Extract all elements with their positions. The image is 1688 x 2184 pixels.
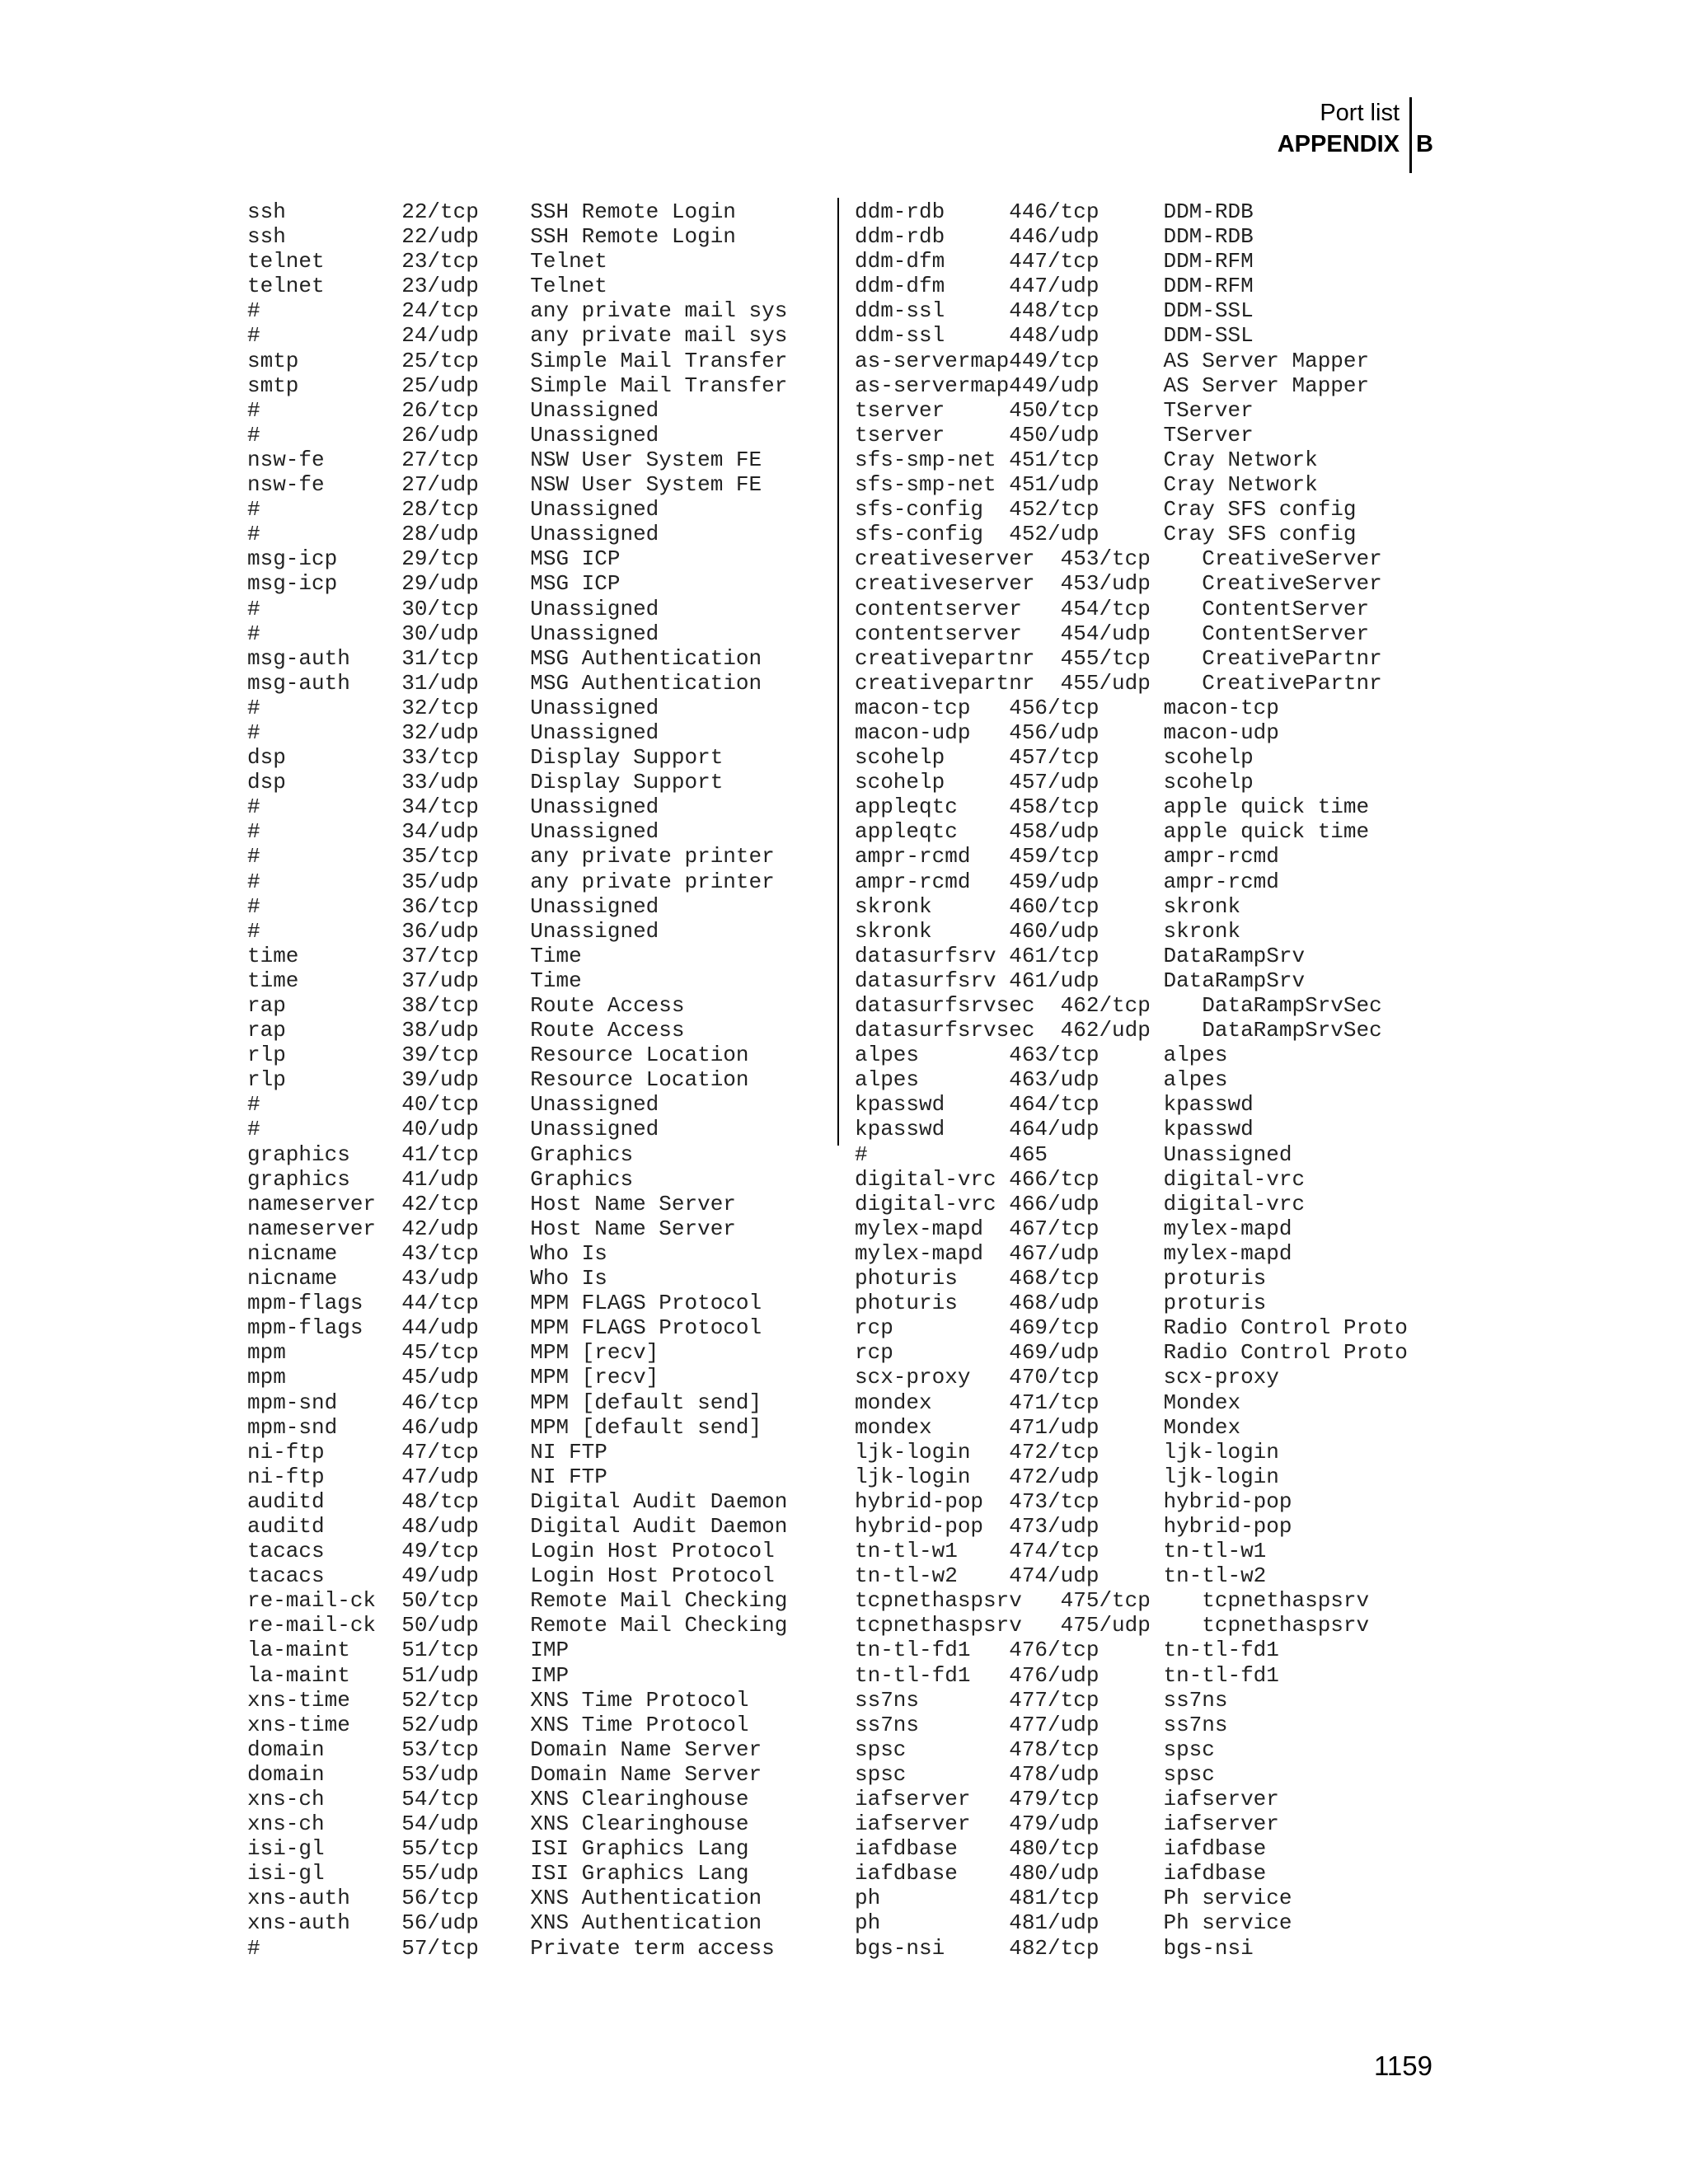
port-entry: rcp 469/udp Radio Control Proto — [855, 1340, 1408, 1366]
port-entry: creativepartnr 455/tcp CreativePartnr — [855, 645, 1382, 671]
page-number: 1159 — [1374, 2050, 1432, 2081]
port-entry: xns-auth 56/udp XNS Authentication — [247, 1910, 762, 1936]
port-entry: ampr-rcmd 459/tcp ampr-rcmd — [855, 844, 1279, 869]
port-entry: # 32/tcp Unassigned — [247, 695, 659, 720]
header-appendix-letter: B — [1416, 131, 1433, 157]
port-entry: ph 481/tcp Ph service — [855, 1886, 1292, 1911]
port-entry: hybrid-pop 473/tcp hybrid-pop — [855, 1488, 1292, 1514]
port-entry: spsc 478/udp spsc — [855, 1761, 1215, 1787]
port-entry: tn-tl-w2 474/udp tn-tl-w2 — [855, 1563, 1267, 1589]
port-entry: domain 53/udp Domain Name Server — [247, 1761, 762, 1787]
port-entry: appleqtc 458/tcp apple quick time — [855, 794, 1370, 820]
port-entry: mpm 45/tcp MPM [recv] — [247, 1340, 659, 1366]
port-entry: # 35/udp any private printer — [247, 869, 775, 894]
port-entry: smtp 25/tcp Simple Mail Transfer — [247, 348, 788, 373]
port-entry: photuris 468/udp proturis — [855, 1291, 1267, 1316]
port-entry: tn-tl-fd1 476/tcp tn-tl-fd1 — [855, 1638, 1279, 1663]
port-entry: ni-ftp 47/tcp NI FTP — [247, 1439, 607, 1465]
port-entry: scohelp 457/udp scohelp — [855, 770, 1254, 795]
port-entry: # 40/tcp Unassigned — [247, 1092, 659, 1118]
port-entry: # 465 Unassigned — [855, 1141, 1292, 1167]
port-entry: ampr-rcmd 459/udp ampr-rcmd — [855, 869, 1279, 894]
port-entry: rlp 39/tcp Resource Location — [247, 1043, 749, 1068]
port-entry: bgs-nsi 482/tcp bgs-nsi — [855, 1935, 1254, 1961]
port-entry: mondex 471/tcp Mondex — [855, 1390, 1241, 1415]
port-entry: iafdbase 480/tcp iafdbase — [855, 1836, 1267, 1862]
port-entry: scx-proxy 470/tcp scx-proxy — [855, 1365, 1279, 1390]
port-entry: xns-ch 54/udp XNS Clearinghouse — [247, 1811, 749, 1837]
port-entry: nameserver 42/udp Host Name Server — [247, 1216, 736, 1241]
port-entry: ddm-rdb 446/tcp DDM-RDB — [855, 199, 1254, 224]
port-entry: # 34/udp Unassigned — [247, 819, 659, 845]
port-entry: ni-ftp 47/udp NI FTP — [247, 1464, 607, 1489]
port-entry: mpm-snd 46/tcp MPM [default send] — [247, 1390, 762, 1415]
port-entry: # 57/tcp Private term access — [247, 1935, 775, 1961]
header-title: Port list — [1320, 100, 1400, 126]
port-entry: kpasswd 464/udp kpasswd — [855, 1117, 1254, 1142]
port-entry: auditd 48/tcp Digital Audit Daemon — [247, 1488, 788, 1514]
port-entry: mondex 471/udp Mondex — [855, 1414, 1241, 1440]
port-entry: as-servermap449/udp AS Server Mapper — [855, 373, 1370, 398]
port-entry: iafdbase 480/udp iafdbase — [855, 1861, 1267, 1886]
port-entry: # 26/udp Unassigned — [247, 422, 659, 448]
port-entry: ddm-dfm 447/tcp DDM-RFM — [855, 249, 1254, 274]
port-entry: ljk-login 472/udp ljk-login — [855, 1464, 1279, 1489]
port-entry: # 24/tcp any private mail sys — [247, 298, 788, 324]
port-entry: time 37/tcp Time — [247, 943, 582, 968]
port-entry: alpes 463/tcp alpes — [855, 1043, 1228, 1068]
port-entry: tn-tl-w1 474/tcp tn-tl-w1 — [855, 1539, 1267, 1564]
port-entry: hybrid-pop 473/udp hybrid-pop — [855, 1513, 1292, 1539]
port-entry: mpm 45/udp MPM [recv] — [247, 1365, 659, 1390]
port-entry: ddm-dfm 447/udp DDM-RFM — [855, 274, 1254, 299]
port-entry: # 36/udp Unassigned — [247, 918, 659, 944]
port-entry: tn-tl-fd1 476/udp tn-tl-fd1 — [855, 1662, 1279, 1688]
port-entry: tcpnethaspsrv 475/udp tcpnethaspsrv — [855, 1613, 1370, 1638]
port-entry: msg-icp 29/tcp MSG ICP — [247, 546, 621, 572]
port-entry: nicname 43/udp Who Is — [247, 1266, 607, 1291]
port-entry: ljk-login 472/tcp ljk-login — [855, 1439, 1279, 1465]
port-entry: nicname 43/tcp Who Is — [247, 1240, 607, 1266]
port-entry: creativepartnr 455/udp CreativePartnr — [855, 670, 1382, 696]
port-entry: graphics 41/udp Graphics — [247, 1166, 634, 1192]
port-entry: mylex-mapd 467/tcp mylex-mapd — [855, 1216, 1292, 1241]
port-entry: nsw-fe 27/tcp NSW User System FE — [247, 447, 762, 472]
port-entry: isi-gl 55/udp ISI Graphics Lang — [247, 1861, 749, 1886]
port-entry: auditd 48/udp Digital Audit Daemon — [247, 1513, 788, 1539]
port-entry: datasurfsrv 461/tcp DataRampSrv — [855, 943, 1306, 968]
port-entry: rap 38/tcp Route Access — [247, 993, 685, 1018]
port-entry: sfs-smp-net 451/udp Cray Network — [855, 472, 1318, 498]
port-entry: tserver 450/udp TServer — [855, 422, 1254, 448]
port-entry: mylex-mapd 467/udp mylex-mapd — [855, 1240, 1292, 1266]
port-entry: contentserver 454/udp ContentServer — [855, 621, 1370, 646]
port-entry: skronk 460/tcp skronk — [855, 893, 1241, 919]
port-entry: iafserver 479/udp iafserver — [855, 1811, 1279, 1837]
port-entry: tacacs 49/tcp Login Host Protocol — [247, 1539, 775, 1564]
port-entry: sfs-config 452/tcp Cray SFS config — [855, 497, 1357, 523]
port-entry: # 30/tcp Unassigned — [247, 596, 659, 621]
port-entry: ss7ns 477/tcp ss7ns — [855, 1687, 1228, 1713]
port-entry: datasurfsrvsec 462/tcp DataRampSrvSec — [855, 993, 1382, 1018]
port-entry: nsw-fe 27/udp NSW User System FE — [247, 472, 762, 498]
port-entry: # 30/udp Unassigned — [247, 621, 659, 646]
port-entry: ss7ns 477/udp ss7ns — [855, 1712, 1228, 1737]
header-appendix: APPENDIX — [1277, 131, 1400, 157]
port-entry: datasurfsrvsec 462/udp DataRampSrvSec — [855, 1018, 1382, 1043]
port-entry: smtp 25/udp Simple Mail Transfer — [247, 373, 788, 398]
port-entry: domain 53/tcp Domain Name Server — [247, 1736, 762, 1762]
port-entry: dsp 33/udp Display Support — [247, 770, 724, 795]
port-entry: # 24/udp any private mail sys — [247, 323, 788, 349]
port-entry: nameserver 42/tcp Host Name Server — [247, 1191, 736, 1216]
port-entry: ddm-ssl 448/udp DDM-SSL — [855, 323, 1254, 349]
port-entry: xns-time 52/tcp XNS Time Protocol — [247, 1687, 749, 1713]
port-entry: # 26/tcp Unassigned — [247, 397, 659, 423]
port-entry: kpasswd 464/tcp kpasswd — [855, 1092, 1254, 1118]
port-entry: tcpnethaspsrv 475/tcp tcpnethaspsrv — [855, 1588, 1370, 1614]
port-entry: ssh 22/udp SSH Remote Login — [247, 224, 736, 250]
port-entry: mpm-flags 44/udp MPM FLAGS Protocol — [247, 1315, 762, 1341]
port-entry: # 34/tcp Unassigned — [247, 794, 659, 820]
column-divider — [837, 198, 839, 1146]
port-entry: datasurfsrv 461/udp DataRampSrv — [855, 968, 1306, 993]
port-entry: # 36/tcp Unassigned — [247, 893, 659, 919]
port-entry: photuris 468/tcp proturis — [855, 1266, 1267, 1291]
port-list-right-column — [855, 199, 1408, 1961]
port-entry: macon-tcp 456/tcp macon-tcp — [855, 695, 1279, 720]
port-entry: digital-vrc 466/udp digital-vrc — [855, 1191, 1306, 1216]
port-entry: rcp 469/tcp Radio Control Proto — [855, 1315, 1408, 1341]
port-entry: # 40/udp Unassigned — [247, 1117, 659, 1142]
port-entry: dsp 33/tcp Display Support — [247, 745, 724, 771]
port-entry: # 35/tcp any private printer — [247, 844, 775, 869]
port-entry: xns-auth 56/tcp XNS Authentication — [247, 1886, 762, 1911]
port-entry: msg-auth 31/tcp MSG Authentication — [247, 645, 762, 671]
port-entry: sfs-config 452/udp Cray SFS config — [855, 522, 1357, 547]
port-entry: graphics 41/tcp Graphics — [247, 1141, 634, 1167]
port-entry: alpes 463/udp alpes — [855, 1067, 1228, 1093]
port-entry: macon-udp 456/udp macon-udp — [855, 719, 1279, 745]
port-entry: tacacs 49/udp Login Host Protocol — [247, 1563, 775, 1589]
port-entry: mpm-flags 44/tcp MPM FLAGS Protocol — [247, 1291, 762, 1316]
port-entry: rap 38/udp Route Access — [247, 1018, 685, 1043]
port-entry: la-maint 51/udp IMP — [247, 1662, 570, 1688]
port-entry: appleqtc 458/udp apple quick time — [855, 819, 1370, 845]
header-divider — [1409, 97, 1412, 173]
port-entry: xns-time 52/udp XNS Time Protocol — [247, 1712, 749, 1737]
port-entry: re-mail-ck 50/tcp Remote Mail Checking — [247, 1588, 788, 1614]
port-entry: telnet 23/udp Telnet — [247, 274, 607, 299]
port-entry: isi-gl 55/tcp ISI Graphics Lang — [247, 1836, 749, 1862]
port-entry: # 28/udp Unassigned — [247, 522, 659, 547]
port-list-left-column — [247, 199, 787, 1961]
port-entry: # 28/tcp Unassigned — [247, 497, 659, 523]
port-entry: creativeserver 453/udp CreativeServer — [855, 571, 1382, 597]
port-entry: ph 481/udp Ph service — [855, 1910, 1292, 1936]
port-entry: as-servermap449/tcp AS Server Mapper — [855, 348, 1370, 373]
port-entry: creativeserver 453/tcp CreativeServer — [855, 546, 1382, 572]
port-entry: tserver 450/tcp TServer — [855, 397, 1254, 423]
port-entry: skronk 460/udp skronk — [855, 918, 1241, 944]
port-entry: ddm-ssl 448/tcp DDM-SSL — [855, 298, 1254, 324]
port-entry: ssh 22/tcp SSH Remote Login — [247, 199, 736, 224]
port-entry: iafserver 479/tcp iafserver — [855, 1787, 1279, 1811]
port-entry: scohelp 457/tcp scohelp — [855, 745, 1254, 771]
port-entry: xns-ch 54/tcp XNS Clearinghouse — [247, 1787, 749, 1811]
port-entry: # 32/udp Unassigned — [247, 719, 659, 745]
running-header — [1278, 97, 1409, 160]
port-entry: msg-icp 29/udp MSG ICP — [247, 571, 621, 597]
port-entry: la-maint 51/tcp IMP — [247, 1638, 570, 1663]
port-entry: contentserver 454/tcp ContentServer — [855, 596, 1370, 621]
port-entry: telnet 23/tcp Telnet — [247, 249, 607, 274]
port-entry: msg-auth 31/udp MSG Authentication — [247, 670, 762, 696]
port-entry: digital-vrc 466/tcp digital-vrc — [855, 1166, 1306, 1192]
port-entry: time 37/udp Time — [247, 968, 582, 993]
port-entry: ddm-rdb 446/udp DDM-RDB — [855, 224, 1254, 250]
port-entry: mpm-snd 46/udp MPM [default send] — [247, 1414, 762, 1440]
port-entry: spsc 478/tcp spsc — [855, 1736, 1215, 1762]
port-entry: rlp 39/udp Resource Location — [247, 1067, 749, 1093]
port-entry: re-mail-ck 50/udp Remote Mail Checking — [247, 1613, 788, 1638]
port-entry: sfs-smp-net 451/tcp Cray Network — [855, 447, 1318, 472]
